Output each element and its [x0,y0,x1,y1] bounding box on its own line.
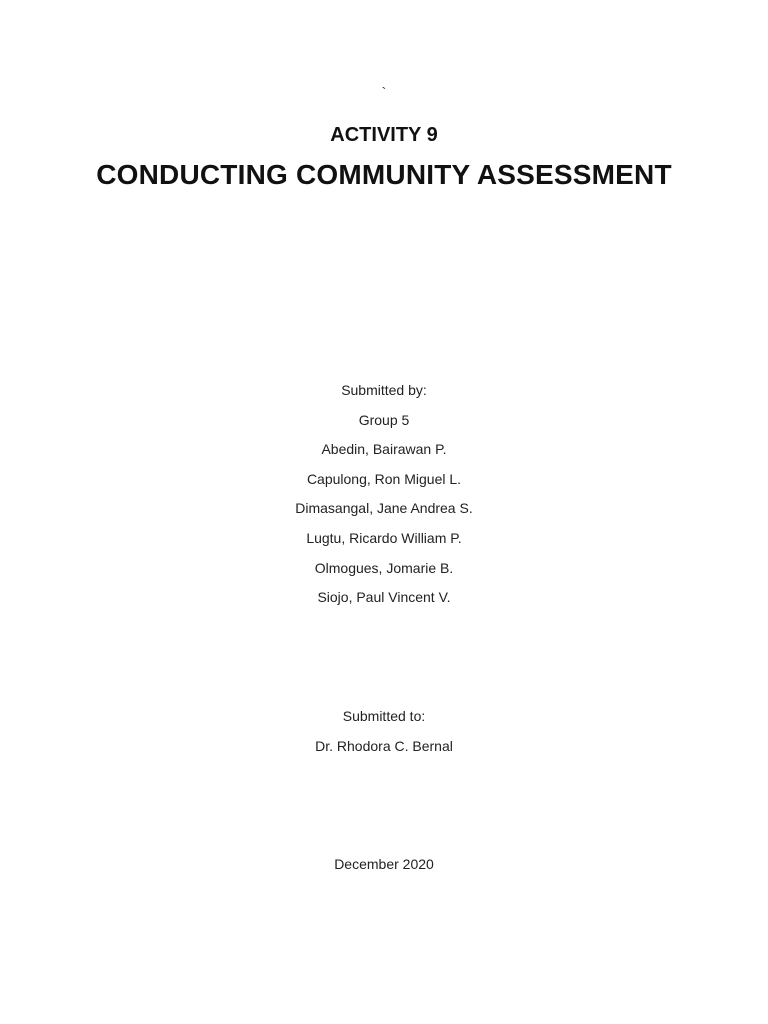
group-name: Group 5 [358,411,410,428]
submitted-to-label: Submitted to: [342,708,426,724]
submission-date: December 2020 [334,856,434,872]
submitted-to-section [0,702,768,761]
member-name: Lugtu, Ricardo William P. [306,529,462,546]
stray-mark: ` [381,84,387,100]
page-title: CONDUCTING COMMUNITY ASSESSMENT [96,159,672,190]
member-name: Olmogues, Jomarie B. [314,559,454,576]
instructor-name: Dr. Rhodora C. Bernal [315,737,453,754]
member-name: Dimasangal, Jane Andrea S. [295,500,473,517]
member-name: Siojo, Paul Vincent V. [317,589,451,606]
member-name: Capulong, Ron Miguel L. [306,470,462,487]
activity-number: ACTIVITY 9 [330,124,438,146]
submitted-by-label: Submitted by: [341,382,427,398]
member-name: Abedin, Bairawan P. [321,441,447,458]
submitted-by-section [0,376,768,613]
